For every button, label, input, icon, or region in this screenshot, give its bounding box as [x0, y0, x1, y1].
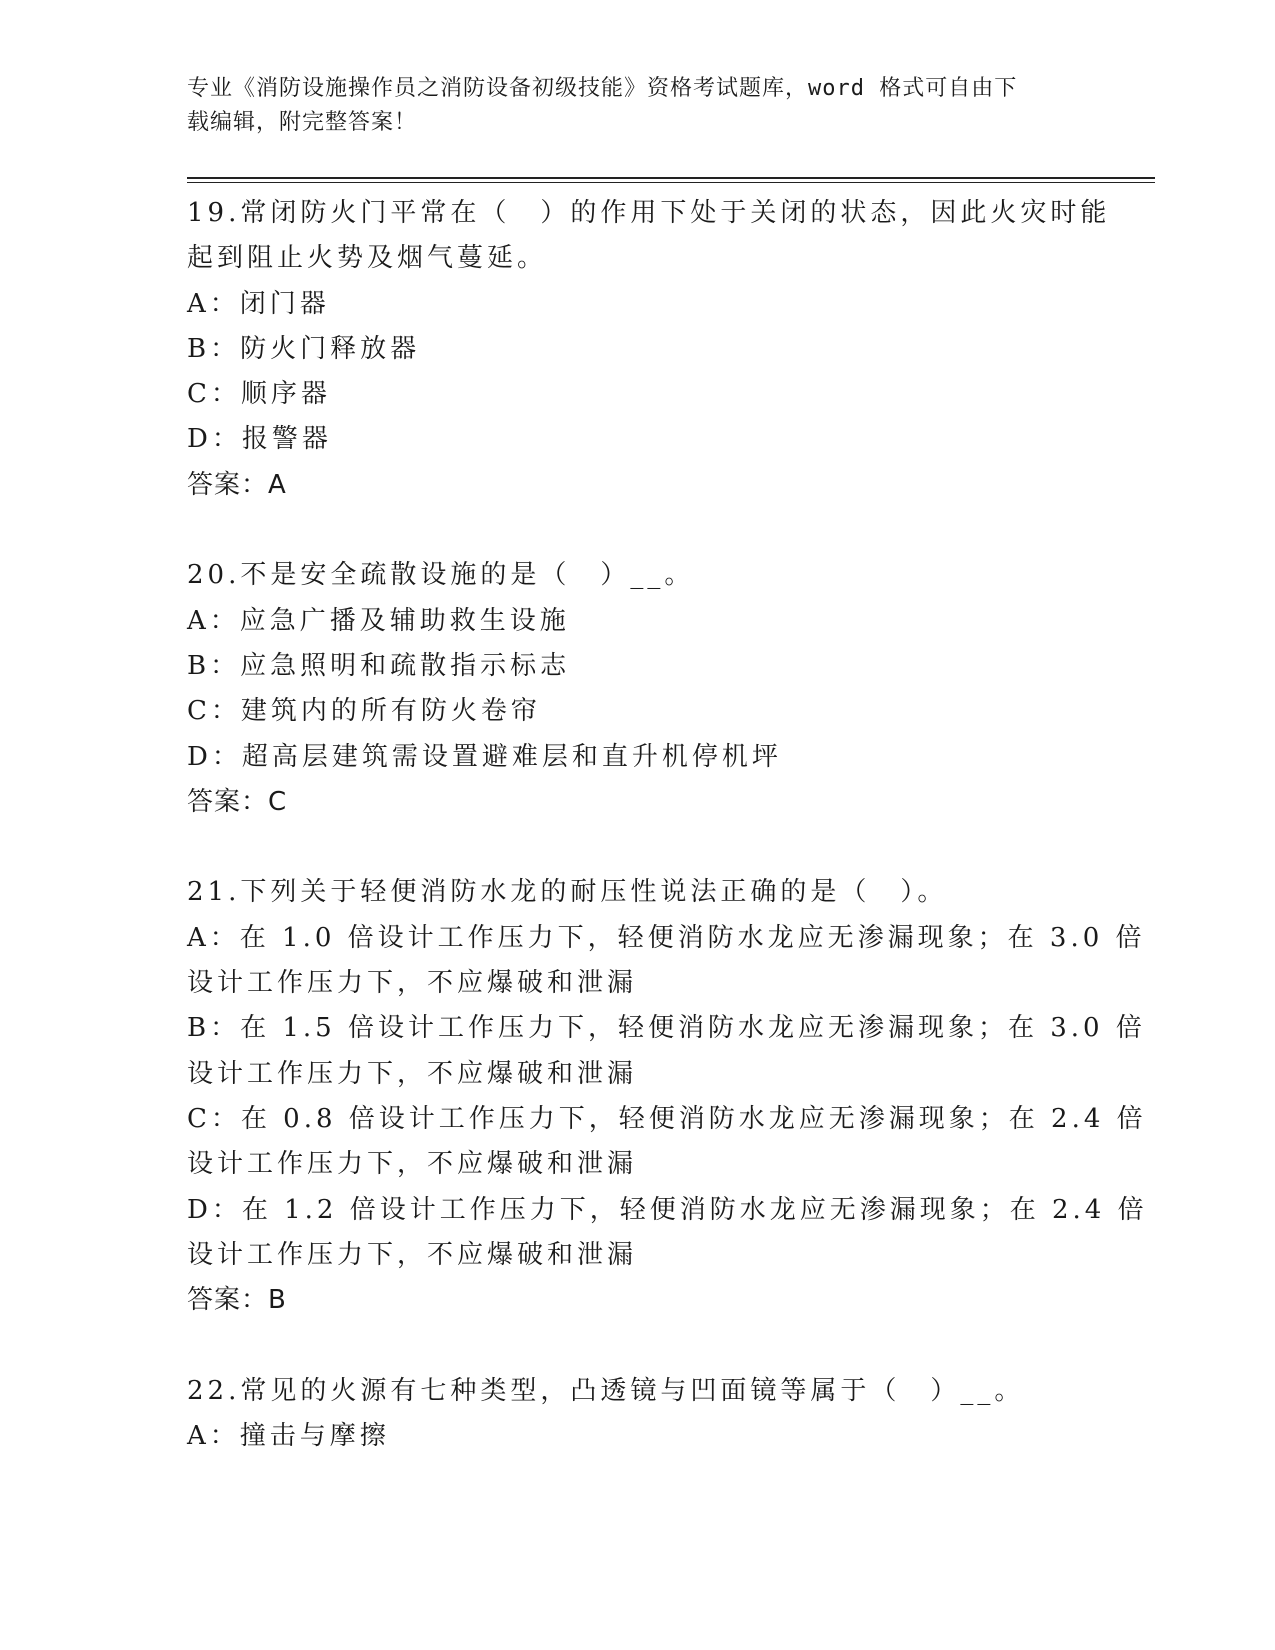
question-stem: 20.不是安全疏散设施的是（ ）__。 — [187, 560, 695, 591]
answer-key: 答案：B — [187, 1285, 287, 1316]
question-block — [187, 191, 1111, 508]
answer-option: 设计工作压力下，不应爆破和泄漏 — [187, 1239, 638, 1270]
question-stem: 19.常闭防火门平常在（ ）的作用下处于关闭的状态，因此火灾时能 — [187, 198, 1111, 228]
answer-option: C：建筑内的所有防火卷帘 — [187, 696, 541, 727]
question-stem: 22.常见的火源有七种类型，凸透镜与凹面镜等属于（ ）__。 — [187, 1375, 1025, 1406]
answer-option: 设计工作压力下，不应爆破和泄漏 — [187, 1058, 638, 1089]
answer-option: C：顺序器 — [187, 379, 331, 410]
answer-option: D：报警器 — [187, 424, 332, 455]
document-header — [187, 72, 1067, 140]
header-divider — [187, 182, 1155, 183]
header-line: 专业《消防设施操作员之消防设备初级技能》资格考试题库，word 格式可自由下 — [187, 76, 1018, 101]
answer-option: B：防火门释放器 — [187, 333, 421, 364]
answer-option: A：应急广播及辅助救生设施 — [187, 605, 570, 636]
question-stem: 21.下列关于轻便消防水龙的耐压性说法正确的是（ ）。 — [187, 877, 948, 908]
answer-option: A：在 1.0 倍设计工作压力下，轻便消防水龙应无渗漏现象；在 3.0 倍 — [187, 922, 1146, 953]
header-line: 载编辑，附完整答案！ — [187, 110, 418, 135]
answer-option: D：在 1.2 倍设计工作压力下，轻便消防水龙应无渗漏现象；在 2.4 倍 — [187, 1194, 1148, 1225]
answer-option: 设计工作压力下，不应爆破和泄漏 — [187, 1149, 638, 1180]
question-block — [187, 1369, 1087, 1460]
answer-option: 设计工作压力下，不应爆破和泄漏 — [187, 968, 638, 999]
answer-key: 答案：C — [187, 786, 288, 817]
answer-key: 答案：A — [187, 469, 287, 500]
question-list — [187, 191, 1148, 1459]
header-divider — [187, 177, 1155, 179]
question-spacer — [187, 1323, 1087, 1368]
answer-option: C：在 0.8 倍设计工作压力下，轻便消防水龙应无渗漏现象；在 2.4 倍 — [187, 1103, 1147, 1134]
answer-option: A：闭门器 — [187, 288, 330, 319]
answer-option: A：撞击与摩擦 — [187, 1421, 390, 1452]
answer-option: B：在 1.5 倍设计工作压力下，轻便消防水龙应无渗漏现象；在 3.0 倍 — [187, 1013, 1146, 1044]
answer-option: D：超高层建筑需设置避难层和直升机停机坪 — [187, 741, 782, 772]
question-stem: 起到阻止火势及烟气蔓延。 — [187, 243, 548, 274]
answer-option: B：应急照明和疏散指示标志 — [187, 650, 571, 681]
question-spacer — [187, 508, 1087, 553]
question-block — [187, 553, 1087, 825]
question-spacer — [187, 825, 1087, 870]
question-block — [187, 870, 1148, 1323]
